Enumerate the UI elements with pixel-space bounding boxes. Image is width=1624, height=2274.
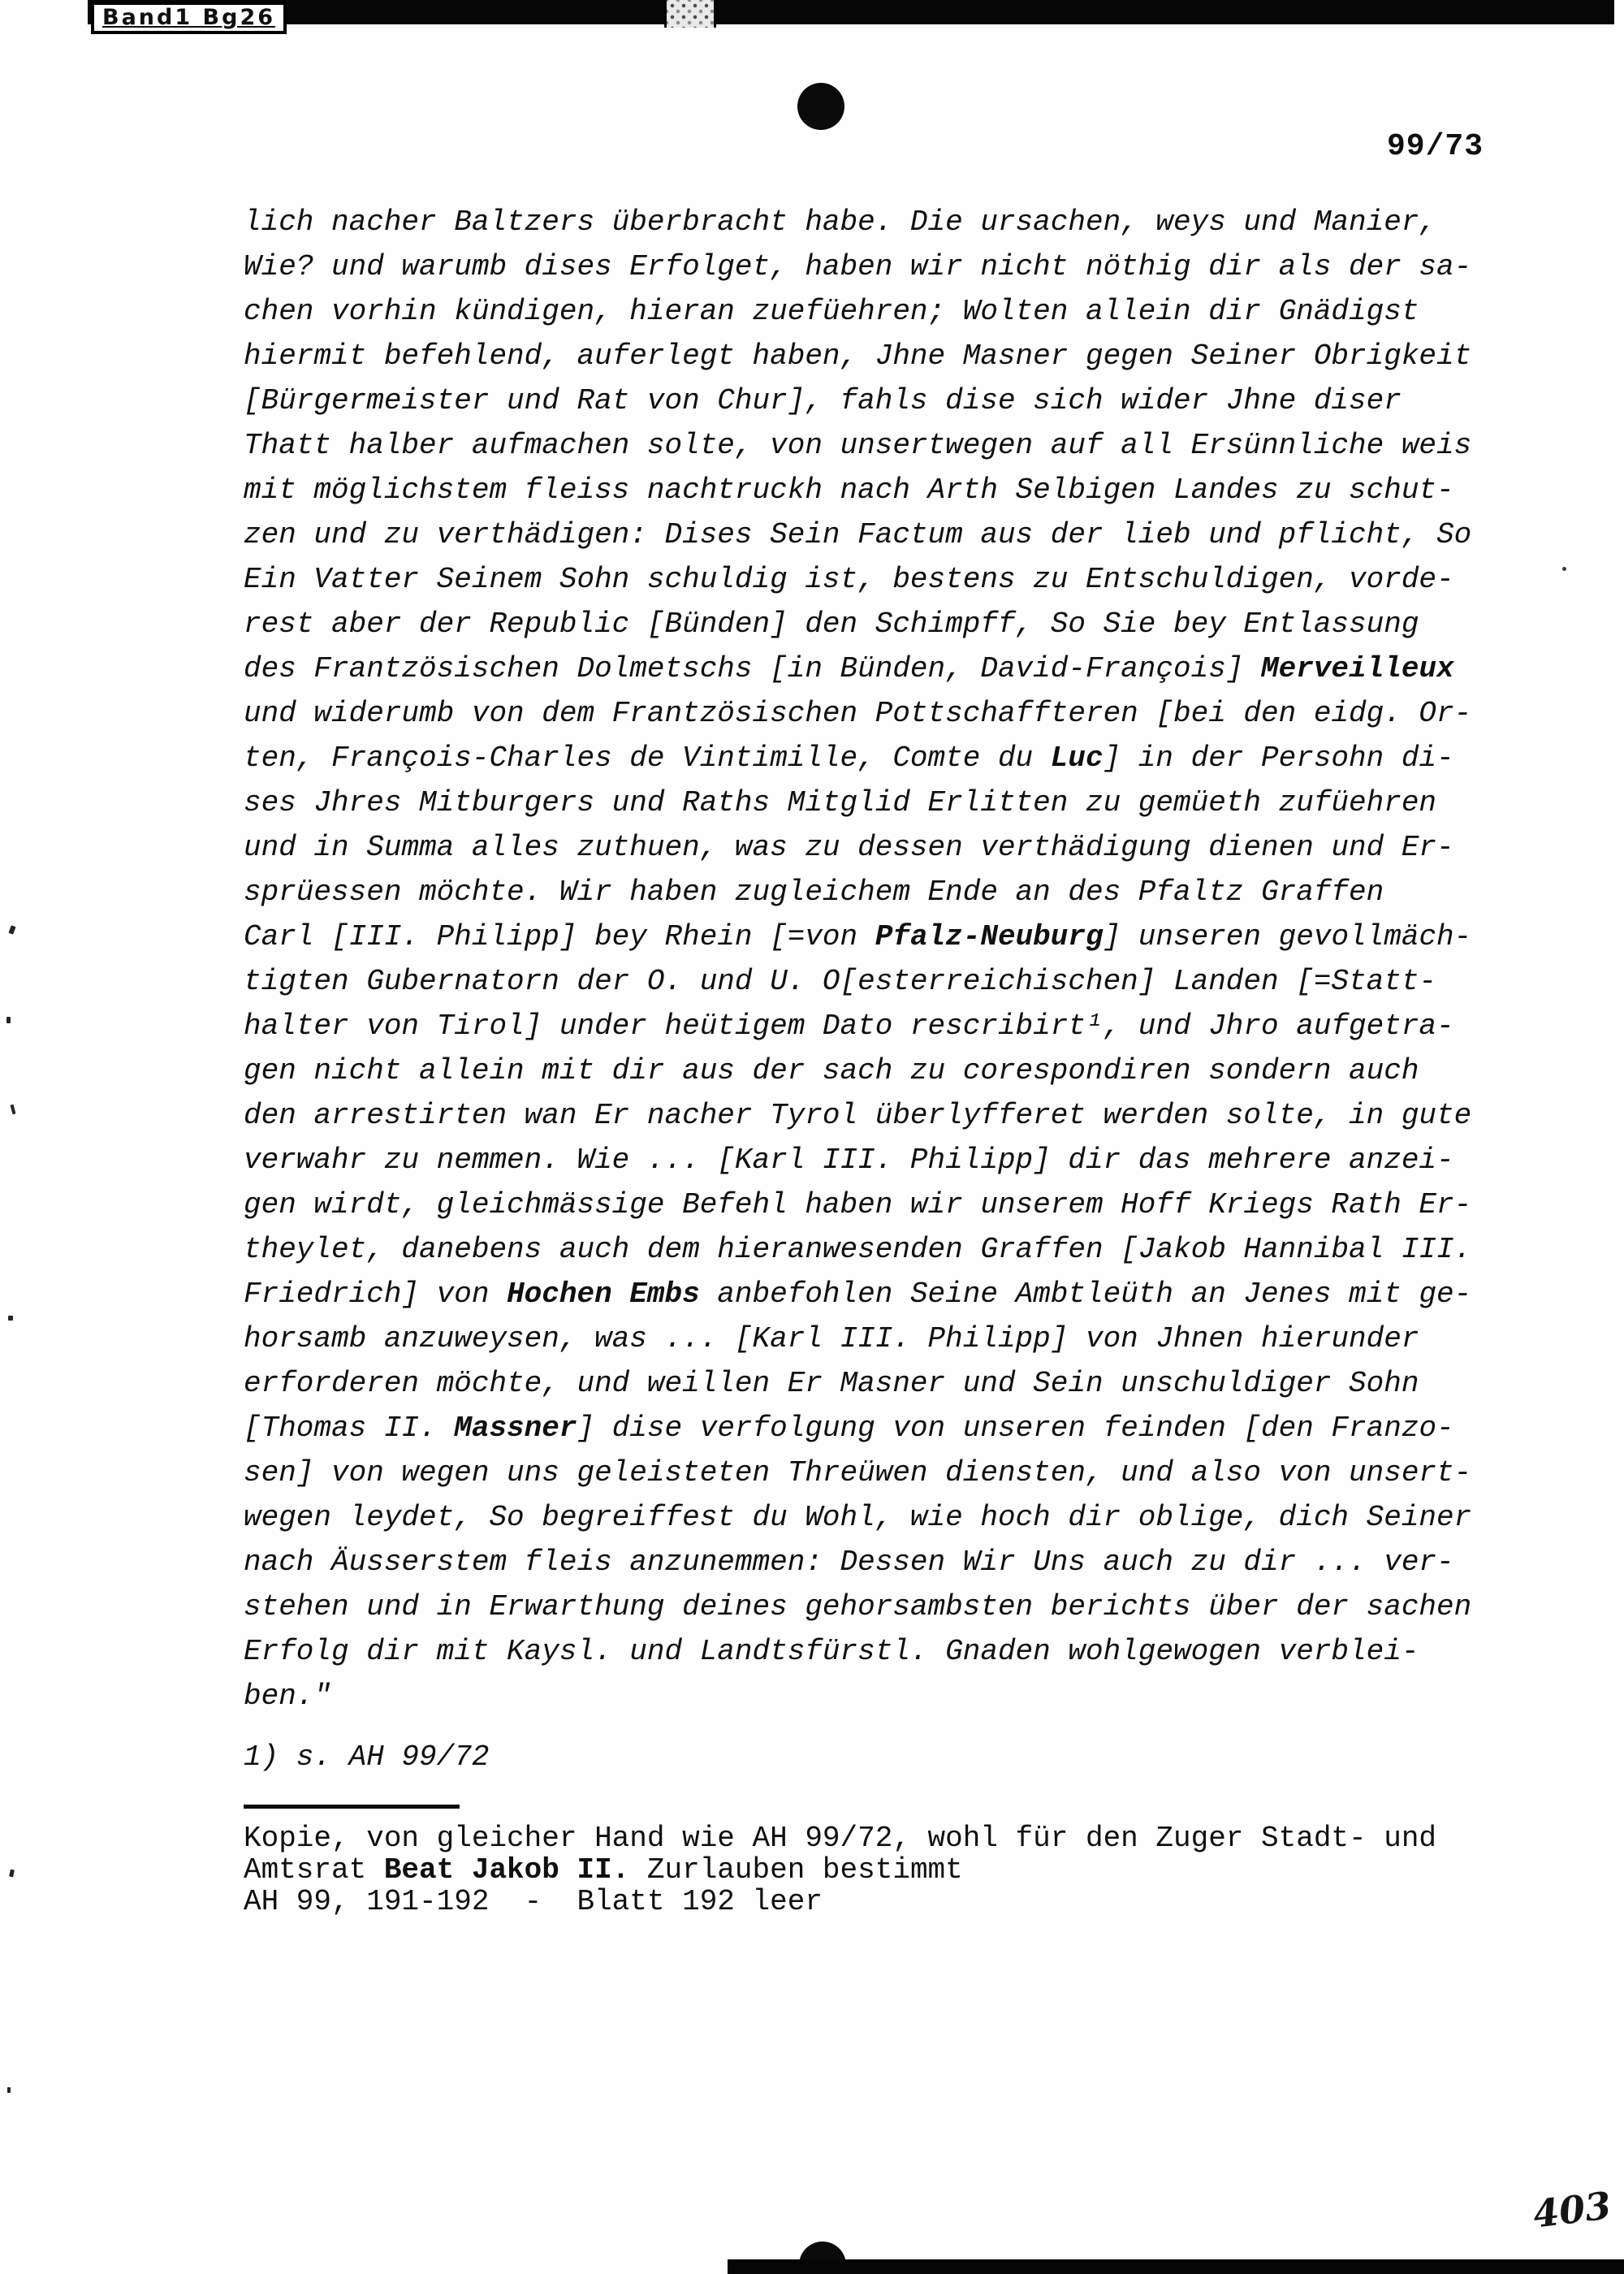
text: ] in der Persohn di- bbox=[1103, 741, 1454, 775]
text-line bbox=[244, 1093, 1559, 1138]
text: halter von Tirol] under heütigem Dato rescribirt¹, und Jhro aufgetra- bbox=[244, 1009, 1454, 1043]
text: gen nicht allein mit dir aus der sach zu corespondiren sondern auch bbox=[244, 1054, 1419, 1087]
text: Ein Vatter Seinem Sohn schuldig ist, bestens zu Entschuldigen, vorde- bbox=[244, 563, 1454, 596]
text: anbefohlen Seine Ambtleüth an Jenes mit ge- bbox=[699, 1278, 1472, 1311]
scan-top-bar bbox=[88, 0, 1614, 24]
scan-marker-icon bbox=[664, 0, 716, 28]
scan-speck bbox=[8, 1316, 13, 1321]
text: ten, François-Charles de Vintimille, Comte du bbox=[244, 741, 1051, 775]
text-line bbox=[244, 736, 1559, 780]
text: stehen und in Erwarthung deines gehorsambsten berichts über der sachen bbox=[244, 1590, 1472, 1623]
ink-dot bbox=[1562, 567, 1566, 571]
text-line bbox=[244, 825, 1559, 870]
text-line bbox=[244, 1629, 1559, 1674]
text: sprüessen möchte. Wir haben zugleichem Ende an des Pfaltz Graffen bbox=[244, 875, 1384, 909]
text-line bbox=[244, 1450, 1559, 1495]
text-line bbox=[244, 1406, 1559, 1450]
text: ] unseren gevollmäch- bbox=[1103, 920, 1472, 953]
bold-text: Hochen Embs bbox=[507, 1278, 700, 1311]
text-line bbox=[244, 200, 1559, 244]
text: theylet, danebens auch dem hieranwesenden Graffen [Jakob Hannibal III. bbox=[244, 1233, 1472, 1266]
text: Wie? und warumb dises Erfolget, haben wir nicht nöthig dir als der sa- bbox=[244, 250, 1472, 283]
text: tigten Gubernatorn der O. und U. O[esterreichischen] Landen [=Statt- bbox=[244, 965, 1437, 998]
text: lich nacher Baltzers überbracht habe. Die ursachen, weys und Manier, bbox=[244, 205, 1437, 239]
text-line bbox=[244, 1540, 1559, 1584]
text-line bbox=[244, 423, 1559, 468]
text-line bbox=[244, 244, 1559, 289]
text: des Frantzösischen Dolmetschs [in Bünden, David-François] bbox=[244, 652, 1262, 685]
text-line bbox=[244, 1227, 1559, 1272]
text-line bbox=[244, 1822, 1436, 1854]
text-line bbox=[244, 959, 1559, 1004]
text: mit möglichstem fleiss nachtruckh nach Arth Selbigen Landes zu schut- bbox=[244, 473, 1454, 507]
text-line bbox=[244, 870, 1559, 914]
text: [Bürgermeister und Rat von Chur], fahls dise sich wider Jhne diser bbox=[244, 384, 1402, 417]
document-body bbox=[244, 200, 1559, 1718]
scan-speck bbox=[11, 1105, 16, 1115]
text-line bbox=[244, 780, 1559, 825]
text: und in Summa alles zuthuen, was zu dessen verthädigung dienen und Er- bbox=[244, 831, 1454, 864]
text-line bbox=[244, 1584, 1559, 1629]
scan-speck bbox=[8, 925, 15, 934]
text: [Thomas II. bbox=[244, 1412, 455, 1445]
colophon bbox=[244, 1822, 1436, 1917]
text: Kopie, von gleicher Hand wie AH 99/72, wohl für den Zuger Stadt- und bbox=[244, 1822, 1437, 1855]
text: Erfolg dir mit Kaysl. und Landtsfürstl. Gnaden wohlgewogen verblei- bbox=[244, 1635, 1419, 1668]
text-line bbox=[244, 646, 1559, 691]
text-line bbox=[244, 1182, 1559, 1227]
scan-speck bbox=[9, 1870, 15, 1878]
text: nach Äusserstem fleis anzunemmen: Dessen Wir Uns auch zu dir ... ver- bbox=[244, 1546, 1454, 1579]
text-line bbox=[244, 289, 1559, 334]
text-line bbox=[244, 557, 1559, 602]
text: erforderen möchte, und weillen Er Masner und Sein unschuldiger Sohn bbox=[244, 1367, 1419, 1400]
punch-hole-top-icon bbox=[797, 83, 844, 130]
scan-bottom-bar bbox=[728, 2259, 1624, 2274]
text-line bbox=[244, 1272, 1559, 1316]
footnote: 1) s. AH 99/72 bbox=[244, 1740, 490, 1774]
text: Thatt halber aufmachen solte, von unsertwegen auf all Ersünnliche weis bbox=[244, 429, 1472, 462]
text: gen wirdt, gleichmässige Befehl haben wir unserem Hoff Kriegs Rath Er- bbox=[244, 1188, 1472, 1221]
bold-text: Merveilleux bbox=[1261, 652, 1454, 685]
text: Carl [III. Philipp] bey Rhein [=von bbox=[244, 920, 875, 953]
text: verwahr zu nemmen. Wie ... [Karl III. Philipp] dir das mehrere anzei- bbox=[244, 1143, 1454, 1177]
text: Friedrich] von bbox=[244, 1278, 508, 1311]
text: den arrestirten wan Er nacher Tyrol überlyfferet werden solte, in gute bbox=[244, 1099, 1472, 1132]
text: ] dise verfolgung von unseren feinden [den Franzo- bbox=[577, 1412, 1454, 1445]
text-line bbox=[244, 378, 1559, 423]
text: hiermit befehlend, auferlegt haben, Jhne Masner gegen Seiner Obrigkeit bbox=[244, 339, 1472, 373]
bold-text: Beat Jakob II. bbox=[383, 1853, 630, 1887]
footnote-separator-rule bbox=[244, 1805, 460, 1809]
text: Amtsrat bbox=[244, 1853, 384, 1887]
text-line bbox=[244, 602, 1559, 646]
handwritten-folio-number: 403 bbox=[1531, 2183, 1613, 2237]
text-line bbox=[244, 1316, 1559, 1361]
text: horsamb anzuweysen, was ... [Karl III. Philipp] von Jhnen hierunder bbox=[244, 1322, 1419, 1355]
text-line bbox=[244, 1361, 1559, 1406]
text-line bbox=[244, 512, 1559, 557]
text-line bbox=[244, 1004, 1559, 1048]
scan-speck bbox=[6, 1017, 11, 1023]
page-number: 99/73 bbox=[1387, 129, 1484, 164]
text-line bbox=[244, 334, 1559, 378]
text: chen vorhin kündigen, hieran zuefüehren; Wolten allein dir Gnädigst bbox=[244, 295, 1419, 328]
text-line bbox=[244, 1495, 1559, 1540]
text: ses Jhres Mitburgers und Raths Mitglid Erlitten zu gemüeth zufüehren bbox=[244, 786, 1437, 819]
text-line bbox=[244, 468, 1559, 512]
text-line bbox=[244, 1048, 1559, 1093]
text-line bbox=[244, 1138, 1559, 1182]
scan-speck bbox=[7, 2087, 11, 2093]
text: sen] von wegen uns geleisteten Threüwen diensten, und also von unsert- bbox=[244, 1456, 1472, 1489]
text: ben." bbox=[244, 1680, 332, 1713]
text-line bbox=[244, 914, 1559, 959]
text-line bbox=[244, 691, 1559, 736]
text: Zurlauben bestimmt bbox=[629, 1853, 963, 1887]
text-line bbox=[244, 1854, 1436, 1886]
text-line bbox=[244, 1674, 1559, 1718]
text: wegen leydet, So begreiffest du Wohl, wie hoch dir oblige, dich Seiner bbox=[244, 1501, 1472, 1534]
archive-band-label: Band1 Bg26 bbox=[91, 2, 287, 34]
text: zen und zu verthädigen: Dises Sein Factum aus der lieb und pflicht, So bbox=[244, 518, 1472, 551]
text-line bbox=[244, 1886, 1436, 1917]
text: und widerumb von dem Frantzösischen Pottschaffteren [bei den eidg. Or- bbox=[244, 697, 1472, 730]
text: AH 99, 191-192 - Blatt 192 leer bbox=[244, 1885, 823, 1918]
bold-text: Pfalz-Neuburg bbox=[875, 920, 1104, 953]
text: rest aber der Republic [Bünden] den Schimpff, So Sie bey Entlassung bbox=[244, 607, 1419, 641]
bold-text: Massner bbox=[454, 1412, 577, 1445]
bold-text: Luc bbox=[1050, 741, 1104, 775]
